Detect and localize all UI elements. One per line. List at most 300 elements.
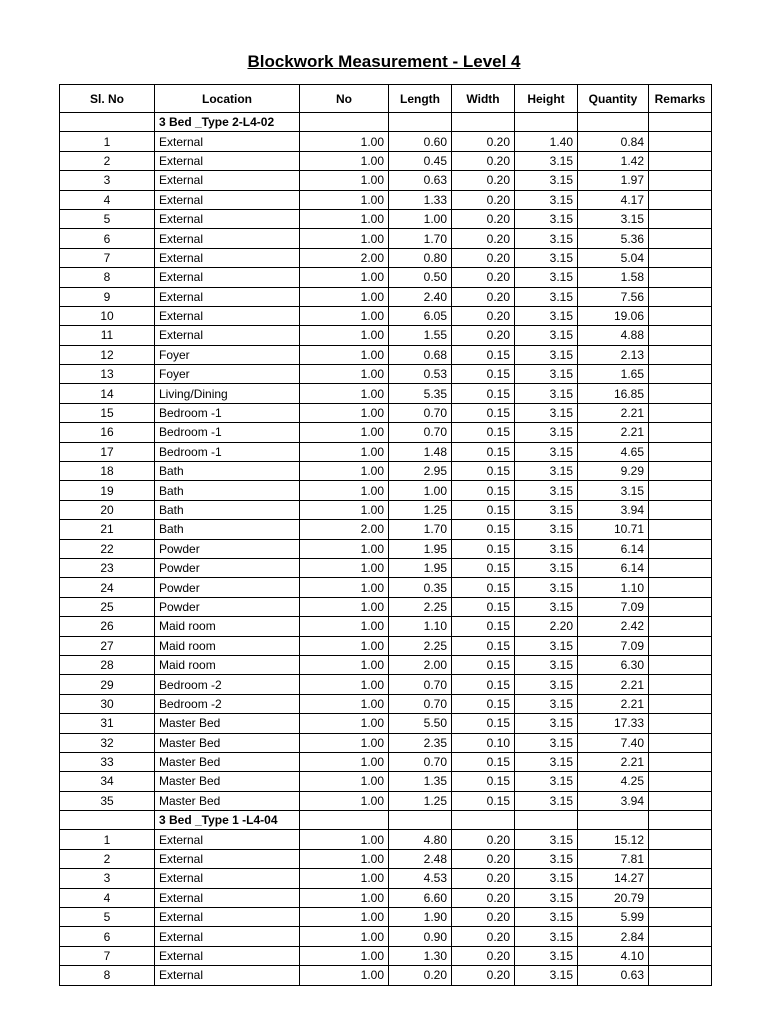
cell-quantity: 17.33 [578, 714, 649, 733]
cell-no: 1.00 [300, 714, 389, 733]
cell-height: 3.15 [515, 966, 578, 985]
cell-quantity: 4.10 [578, 946, 649, 965]
cell-width: 0.20 [452, 908, 515, 927]
cell-width: 0.20 [452, 306, 515, 325]
cell-sl-no: 3 [60, 869, 155, 888]
table-row [60, 830, 712, 849]
cell-length: 2.25 [389, 597, 452, 616]
cell-length: 0.70 [389, 675, 452, 694]
cell-quantity: 4.25 [578, 772, 649, 791]
cell-location: Bedroom -1 [155, 403, 300, 422]
cell-location: Bedroom -2 [155, 694, 300, 713]
cell-no: 1.00 [300, 636, 389, 655]
cell-no: 1.00 [300, 481, 389, 500]
cell-height: 3.15 [515, 539, 578, 558]
cell-sl-no: 1 [60, 830, 155, 849]
cell-quantity: 2.21 [578, 694, 649, 713]
cell-height: 3.15 [515, 248, 578, 267]
table-row [60, 655, 712, 674]
cell-width: 0.15 [452, 384, 515, 403]
cell-quantity: 2.13 [578, 345, 649, 364]
cell-remarks [649, 365, 712, 384]
cell-no: 1.00 [300, 791, 389, 810]
cell-width: 0.20 [452, 946, 515, 965]
cell-remarks [649, 636, 712, 655]
table-row [60, 791, 712, 810]
cell-length: 0.70 [389, 403, 452, 422]
cell-quantity: 7.09 [578, 597, 649, 616]
table-row [60, 849, 712, 868]
cell-length: 0.63 [389, 171, 452, 190]
cell-width: 0.20 [452, 248, 515, 267]
empty-cell [60, 811, 155, 830]
cell-length: 2.00 [389, 655, 452, 674]
empty-cell [300, 113, 389, 132]
cell-width: 0.20 [452, 209, 515, 228]
cell-quantity: 5.04 [578, 248, 649, 267]
cell-height: 3.15 [515, 306, 578, 325]
cell-remarks [649, 151, 712, 170]
cell-remarks [649, 190, 712, 209]
cell-remarks [649, 287, 712, 306]
cell-quantity: 7.09 [578, 636, 649, 655]
cell-sl-no: 6 [60, 927, 155, 946]
cell-no: 2.00 [300, 248, 389, 267]
cell-remarks [649, 849, 712, 868]
cell-no: 1.00 [300, 171, 389, 190]
cell-no: 1.00 [300, 190, 389, 209]
cell-height: 3.15 [515, 733, 578, 752]
cell-remarks [649, 539, 712, 558]
cell-width: 0.20 [452, 927, 515, 946]
cell-length: 1.00 [389, 481, 452, 500]
cell-location: Foyer [155, 345, 300, 364]
cell-no: 2.00 [300, 520, 389, 539]
cell-location: Bath [155, 462, 300, 481]
cell-length: 1.25 [389, 791, 452, 810]
table-row [60, 888, 712, 907]
cell-remarks [649, 326, 712, 345]
cell-location: Foyer [155, 365, 300, 384]
cell-quantity: 15.12 [578, 830, 649, 849]
cell-location: Bedroom -1 [155, 442, 300, 461]
cell-quantity: 2.21 [578, 675, 649, 694]
cell-remarks [649, 345, 712, 364]
cell-sl-no: 33 [60, 752, 155, 771]
cell-length: 2.40 [389, 287, 452, 306]
cell-location: External [155, 190, 300, 209]
cell-height: 3.15 [515, 229, 578, 248]
cell-no: 1.00 [300, 772, 389, 791]
cell-width: 0.15 [452, 558, 515, 577]
cell-height: 3.15 [515, 268, 578, 287]
table-row [60, 306, 712, 325]
cell-remarks [649, 558, 712, 577]
cell-quantity: 5.36 [578, 229, 649, 248]
cell-remarks [649, 791, 712, 810]
cell-no: 1.00 [300, 151, 389, 170]
cell-sl-no: 5 [60, 209, 155, 228]
cell-remarks [649, 423, 712, 442]
cell-location: External [155, 946, 300, 965]
cell-length: 0.35 [389, 578, 452, 597]
cell-width: 0.20 [452, 171, 515, 190]
cell-location: Master Bed [155, 752, 300, 771]
table-row [60, 229, 712, 248]
cell-width: 0.15 [452, 772, 515, 791]
table-row [60, 597, 712, 616]
cell-width: 0.15 [452, 675, 515, 694]
cell-sl-no: 12 [60, 345, 155, 364]
table-row [60, 752, 712, 771]
cell-no: 1.00 [300, 345, 389, 364]
cell-location: External [155, 248, 300, 267]
cell-location: External [155, 927, 300, 946]
cell-height: 3.15 [515, 171, 578, 190]
header-quantity: Quantity [578, 85, 649, 113]
cell-sl-no: 5 [60, 908, 155, 927]
cell-length: 1.00 [389, 209, 452, 228]
cell-location: Powder [155, 578, 300, 597]
table-row [60, 733, 712, 752]
cell-location: External [155, 268, 300, 287]
cell-no: 1.00 [300, 888, 389, 907]
cell-quantity: 1.10 [578, 578, 649, 597]
cell-sl-no: 9 [60, 287, 155, 306]
table-row [60, 520, 712, 539]
header-location: Location [155, 85, 300, 113]
cell-height: 3.15 [515, 869, 578, 888]
cell-length: 1.30 [389, 946, 452, 965]
table-row [60, 772, 712, 791]
cell-no: 1.00 [300, 132, 389, 151]
table-row [60, 481, 712, 500]
cell-height: 3.15 [515, 442, 578, 461]
cell-no: 1.00 [300, 946, 389, 965]
cell-height: 3.15 [515, 209, 578, 228]
cell-no: 1.00 [300, 209, 389, 228]
section-title: 3 Bed _Type 2-L4-02 [155, 113, 300, 132]
cell-width: 0.15 [452, 481, 515, 500]
cell-location: Master Bed [155, 733, 300, 752]
cell-no: 1.00 [300, 733, 389, 752]
cell-sl-no: 23 [60, 558, 155, 577]
cell-location: Bath [155, 500, 300, 519]
cell-no: 1.00 [300, 966, 389, 985]
section-title: 3 Bed _Type 1 -L4-04 [155, 811, 300, 830]
cell-length: 0.50 [389, 268, 452, 287]
cell-remarks [649, 869, 712, 888]
cell-quantity: 14.27 [578, 869, 649, 888]
cell-quantity: 1.65 [578, 365, 649, 384]
cell-location: External [155, 229, 300, 248]
table-row [60, 209, 712, 228]
cell-height: 3.15 [515, 403, 578, 422]
cell-height: 3.15 [515, 849, 578, 868]
cell-quantity: 20.79 [578, 888, 649, 907]
cell-no: 1.00 [300, 558, 389, 577]
table-row [60, 927, 712, 946]
cell-sl-no: 15 [60, 403, 155, 422]
cell-width: 0.15 [452, 520, 515, 539]
table-row [60, 578, 712, 597]
cell-remarks [649, 733, 712, 752]
cell-remarks [649, 229, 712, 248]
cell-quantity: 16.85 [578, 384, 649, 403]
cell-width: 0.20 [452, 830, 515, 849]
table-row [60, 345, 712, 364]
cell-height: 3.15 [515, 481, 578, 500]
cell-quantity: 4.17 [578, 190, 649, 209]
cell-remarks [649, 927, 712, 946]
table-row [60, 966, 712, 985]
cell-no: 1.00 [300, 423, 389, 442]
empty-cell [578, 811, 649, 830]
table-row [60, 558, 712, 577]
cell-height: 3.15 [515, 500, 578, 519]
cell-quantity: 4.88 [578, 326, 649, 345]
cell-quantity: 2.21 [578, 423, 649, 442]
cell-width: 0.20 [452, 869, 515, 888]
cell-sl-no: 13 [60, 365, 155, 384]
cell-height: 3.15 [515, 636, 578, 655]
cell-no: 1.00 [300, 287, 389, 306]
header-width: Width [452, 85, 515, 113]
cell-no: 1.00 [300, 597, 389, 616]
header-length: Length [389, 85, 452, 113]
cell-sl-no: 20 [60, 500, 155, 519]
cell-no: 1.00 [300, 539, 389, 558]
cell-quantity: 3.94 [578, 791, 649, 810]
cell-length: 2.25 [389, 636, 452, 655]
cell-sl-no: 19 [60, 481, 155, 500]
cell-location: Bedroom -1 [155, 423, 300, 442]
cell-sl-no: 27 [60, 636, 155, 655]
cell-remarks [649, 442, 712, 461]
cell-sl-no: 7 [60, 946, 155, 965]
cell-remarks [649, 617, 712, 636]
cell-remarks [649, 306, 712, 325]
cell-remarks [649, 268, 712, 287]
cell-sl-no: 22 [60, 539, 155, 558]
cell-no: 1.00 [300, 752, 389, 771]
cell-location: Bath [155, 481, 300, 500]
cell-height: 3.15 [515, 888, 578, 907]
cell-quantity: 9.29 [578, 462, 649, 481]
cell-width: 0.15 [452, 714, 515, 733]
cell-height: 3.15 [515, 772, 578, 791]
cell-location: Master Bed [155, 772, 300, 791]
cell-height: 3.15 [515, 345, 578, 364]
cell-no: 1.00 [300, 849, 389, 868]
empty-cell [515, 811, 578, 830]
cell-quantity: 6.14 [578, 558, 649, 577]
cell-no: 1.00 [300, 326, 389, 345]
cell-height: 3.15 [515, 384, 578, 403]
cell-length: 0.70 [389, 694, 452, 713]
cell-no: 1.00 [300, 830, 389, 849]
cell-height: 3.15 [515, 462, 578, 481]
table-row [60, 462, 712, 481]
empty-cell [389, 113, 452, 132]
cell-length: 0.70 [389, 423, 452, 442]
cell-sl-no: 18 [60, 462, 155, 481]
cell-width: 0.15 [452, 423, 515, 442]
table-row [60, 132, 712, 151]
cell-width: 0.15 [452, 617, 515, 636]
cell-width: 0.20 [452, 326, 515, 345]
cell-length: 0.68 [389, 345, 452, 364]
cell-location: External [155, 908, 300, 927]
cell-quantity: 0.84 [578, 132, 649, 151]
cell-location: External [155, 287, 300, 306]
cell-width: 0.15 [452, 694, 515, 713]
cell-remarks [649, 248, 712, 267]
table-row [60, 675, 712, 694]
empty-cell [515, 113, 578, 132]
cell-width: 0.15 [452, 578, 515, 597]
table-row [60, 248, 712, 267]
cell-location: External [155, 888, 300, 907]
cell-sl-no: 35 [60, 791, 155, 810]
cell-remarks [649, 403, 712, 422]
cell-remarks [649, 655, 712, 674]
cell-quantity: 6.30 [578, 655, 649, 674]
cell-sl-no: 4 [60, 888, 155, 907]
cell-quantity: 2.84 [578, 927, 649, 946]
cell-width: 0.20 [452, 268, 515, 287]
cell-height: 3.15 [515, 714, 578, 733]
cell-sl-no: 8 [60, 268, 155, 287]
cell-quantity: 2.42 [578, 617, 649, 636]
cell-length: 0.90 [389, 927, 452, 946]
table-row [60, 326, 712, 345]
cell-height: 3.15 [515, 694, 578, 713]
cell-remarks [649, 908, 712, 927]
table-row [60, 384, 712, 403]
cell-location: External [155, 326, 300, 345]
cell-width: 0.10 [452, 733, 515, 752]
cell-width: 0.20 [452, 287, 515, 306]
cell-location: Living/Dining [155, 384, 300, 403]
cell-width: 0.15 [452, 655, 515, 674]
cell-length: 1.95 [389, 558, 452, 577]
cell-no: 1.00 [300, 617, 389, 636]
cell-sl-no: 4 [60, 190, 155, 209]
cell-length: 1.95 [389, 539, 452, 558]
cell-width: 0.15 [452, 791, 515, 810]
cell-length: 0.60 [389, 132, 452, 151]
cell-width: 0.15 [452, 597, 515, 616]
cell-width: 0.15 [452, 365, 515, 384]
cell-width: 0.15 [452, 539, 515, 558]
cell-remarks [649, 500, 712, 519]
table-row [60, 869, 712, 888]
cell-no: 1.00 [300, 403, 389, 422]
cell-location: Bath [155, 520, 300, 539]
cell-location: Powder [155, 597, 300, 616]
cell-remarks [649, 966, 712, 985]
cell-remarks [649, 772, 712, 791]
cell-location: External [155, 151, 300, 170]
cell-sl-no: 26 [60, 617, 155, 636]
cell-width: 0.15 [452, 636, 515, 655]
page-title: Blockwork Measurement - Level 4 [247, 52, 521, 71]
empty-cell [649, 113, 712, 132]
cell-sl-no: 7 [60, 248, 155, 267]
cell-length: 2.95 [389, 462, 452, 481]
cell-remarks [649, 694, 712, 713]
table-body [60, 113, 712, 986]
header-sl-no: Sl. No [60, 85, 155, 113]
cell-no: 1.00 [300, 306, 389, 325]
empty-cell [578, 113, 649, 132]
cell-height: 3.15 [515, 597, 578, 616]
table-row [60, 908, 712, 927]
cell-no: 1.00 [300, 675, 389, 694]
cell-remarks [649, 752, 712, 771]
cell-location: External [155, 869, 300, 888]
cell-length: 5.50 [389, 714, 452, 733]
cell-sl-no: 10 [60, 306, 155, 325]
cell-sl-no: 2 [60, 849, 155, 868]
cell-no: 1.00 [300, 268, 389, 287]
cell-location: External [155, 306, 300, 325]
cell-sl-no: 1 [60, 132, 155, 151]
cell-remarks [649, 578, 712, 597]
cell-width: 0.15 [452, 462, 515, 481]
header-remarks: Remarks [649, 85, 712, 113]
cell-location: External [155, 209, 300, 228]
cell-width: 0.20 [452, 151, 515, 170]
cell-sl-no: 8 [60, 966, 155, 985]
cell-no: 1.00 [300, 578, 389, 597]
cell-quantity: 7.81 [578, 849, 649, 868]
cell-height: 1.40 [515, 132, 578, 151]
cell-sl-no: 17 [60, 442, 155, 461]
cell-location: Master Bed [155, 714, 300, 733]
cell-sl-no: 2 [60, 151, 155, 170]
empty-cell [389, 811, 452, 830]
table-row [60, 500, 712, 519]
cell-remarks [649, 597, 712, 616]
cell-height: 3.15 [515, 190, 578, 209]
table-row [60, 636, 712, 655]
cell-quantity: 7.56 [578, 287, 649, 306]
cell-no: 1.00 [300, 384, 389, 403]
cell-quantity: 6.14 [578, 539, 649, 558]
table-row [60, 617, 712, 636]
table-row [60, 171, 712, 190]
table-row [60, 714, 712, 733]
cell-width: 0.20 [452, 849, 515, 868]
cell-length: 1.70 [389, 520, 452, 539]
cell-remarks [649, 132, 712, 151]
cell-location: Powder [155, 539, 300, 558]
table-row [60, 694, 712, 713]
cell-height: 3.15 [515, 326, 578, 345]
empty-cell [300, 811, 389, 830]
cell-sl-no: 14 [60, 384, 155, 403]
cell-quantity: 1.42 [578, 151, 649, 170]
cell-no: 1.00 [300, 500, 389, 519]
cell-no: 1.00 [300, 462, 389, 481]
empty-cell [60, 113, 155, 132]
cell-length: 1.48 [389, 442, 452, 461]
cell-length: 6.05 [389, 306, 452, 325]
cell-sl-no: 32 [60, 733, 155, 752]
cell-length: 1.10 [389, 617, 452, 636]
